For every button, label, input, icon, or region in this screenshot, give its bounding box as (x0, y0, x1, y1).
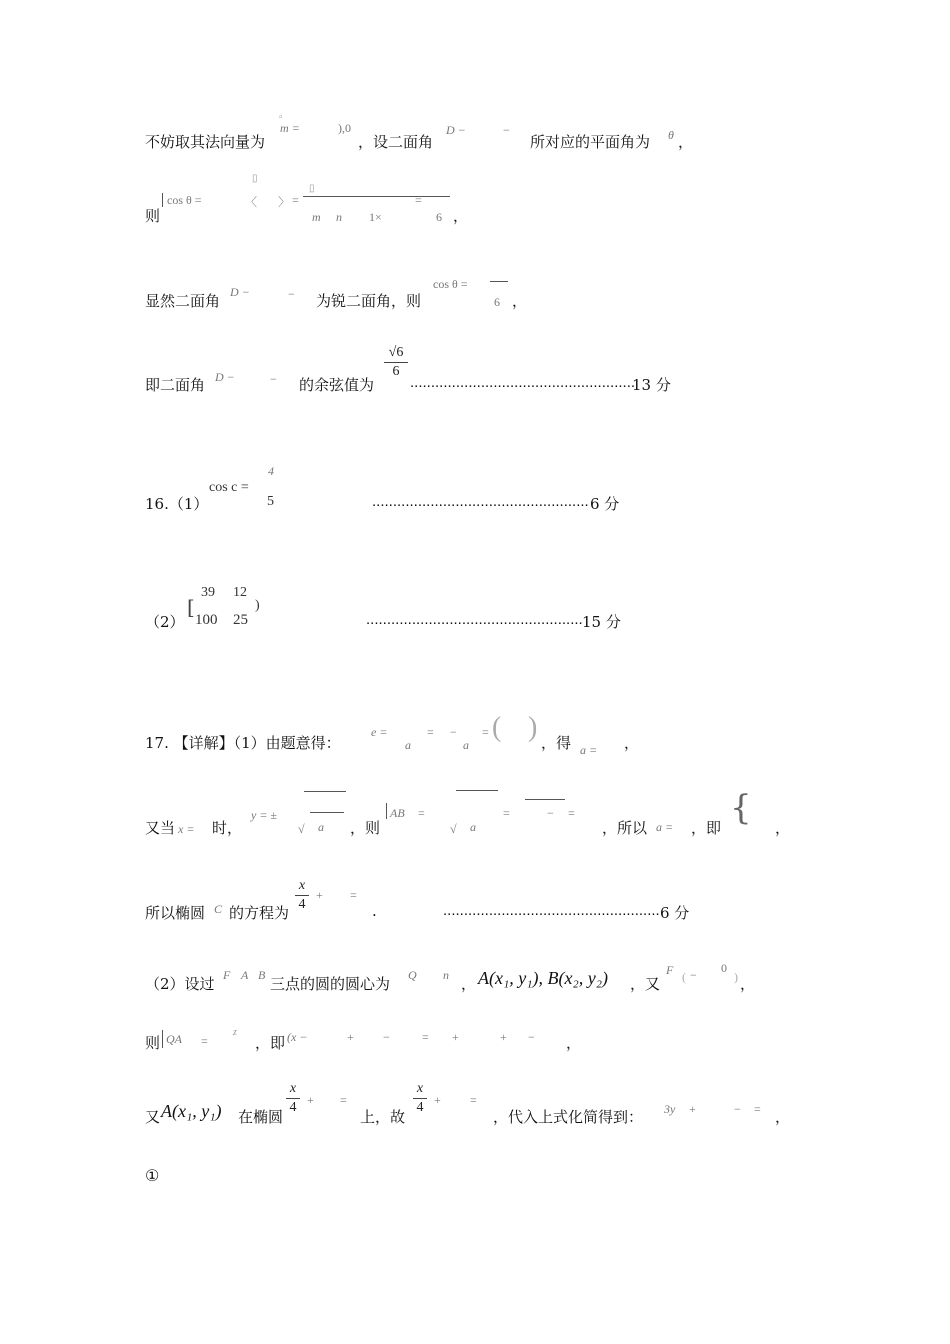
line10-zero: 0 (721, 961, 727, 975)
line12-minus: − (734, 1102, 741, 1116)
q17-eq: = (427, 725, 434, 739)
line1-prefix: 不妨取其法向量为 (145, 133, 266, 151)
line11-eq2: = (422, 1030, 429, 1044)
line11-minus2: − (528, 1030, 535, 1044)
line4-dash: − (270, 372, 277, 386)
q16-cos: cos c = (209, 480, 249, 495)
line2-angle-l: 〈 (245, 195, 258, 209)
line4-D: D − (215, 370, 235, 384)
line11-abs-bar (162, 1030, 163, 1048)
line8-prefix: 又当 (145, 819, 176, 837)
q16-num: 4 (268, 464, 274, 478)
line11-comma: ， (566, 1034, 582, 1052)
line12-plus: + (307, 1093, 314, 1107)
line10-n: n (443, 968, 449, 982)
line3-cos: cos θ = (433, 277, 468, 291)
line9-x: x (298, 878, 306, 893)
equation-marker: ① (145, 1166, 160, 1185)
line8-rad-bar-2 (456, 790, 498, 791)
line1-post: 所对应的平面角为 (530, 133, 651, 151)
line8-when: 时， (212, 819, 243, 837)
q16-2-label: （2） (145, 613, 185, 631)
line10-A: A (241, 968, 249, 982)
line1-dash: − (503, 123, 510, 137)
line8-eq3: = (568, 806, 575, 820)
line8-minus: − (547, 806, 554, 820)
line12-fraction (286, 1081, 300, 1116)
ellipse-C: C (214, 902, 223, 916)
interval-bracket: [ (187, 595, 195, 619)
line10-F: F (223, 968, 231, 982)
line12-frac-bar (286, 1098, 300, 1099)
line9-fraction (295, 878, 309, 913)
line12-comma: ， (775, 1108, 791, 1126)
interval-d1: 100 (195, 612, 218, 628)
line12-sub: ，代入上式化简得到： (493, 1108, 644, 1126)
line10-paren: ( (682, 970, 686, 984)
interval-d2: 25 (233, 612, 248, 628)
line9-frac-bar (295, 895, 309, 896)
line12-eq: = (340, 1093, 347, 1107)
line12-four2: 4 (416, 1100, 424, 1115)
line4-frac-bar (384, 362, 408, 363)
q16-score: 6 分 (590, 495, 620, 513)
line12-mid: 在椭圆 (238, 1108, 284, 1126)
line11-expr1: (x − (287, 1030, 308, 1044)
line10-B: B (258, 968, 266, 982)
interval-close: ) (255, 598, 260, 613)
line8-a: a (318, 820, 324, 834)
line12-x2: x (416, 1081, 424, 1096)
line8-ie: ，即 (691, 819, 722, 837)
line2-eq2: = (415, 193, 422, 207)
line2-vec-mark: ▯ (252, 173, 258, 184)
line1-D: D − (446, 123, 466, 137)
line12-eq3: = (754, 1102, 761, 1116)
line12-plus2: + (434, 1093, 441, 1107)
line12-fraction-2 (413, 1081, 427, 1116)
line9-period: . (372, 902, 377, 920)
q16-2-score: 15 分 (582, 613, 621, 631)
line12-eq2: = (470, 1093, 477, 1107)
line11-minus: − (383, 1030, 390, 1044)
line8-x-eq: x = (178, 822, 195, 836)
line9-plus: + (316, 888, 323, 902)
line9-eq: = (350, 888, 357, 902)
line11-plus3: + (500, 1030, 507, 1044)
line3-six: 6 (494, 295, 500, 309)
line1-theta: θ (668, 128, 674, 142)
line8-eq: = (418, 806, 425, 820)
line2-m: m (312, 210, 321, 224)
line3-prefix: 显然二面角 (145, 292, 221, 310)
line4-mid: 的余弦值为 (299, 376, 375, 394)
line8-y-eq: y = ± (251, 808, 278, 822)
line12-3y: 3y (664, 1102, 676, 1116)
line3-dash: − (288, 287, 295, 301)
line3-D: D − (230, 285, 250, 299)
line4-score: 13 分 (632, 376, 671, 394)
line10-Q: Q (408, 968, 417, 982)
interval-n2: 12 (233, 585, 247, 600)
line8-AB: AB (390, 806, 405, 820)
line2-six: 6 (436, 210, 442, 224)
line2-n: n (336, 210, 342, 224)
line9-dots: .................................................... (443, 902, 660, 919)
line10-F2: F (666, 963, 674, 977)
q16-label: 16.（1） (145, 495, 209, 513)
line12-x: x (289, 1081, 297, 1096)
line2-angle-r: 〉 (278, 195, 291, 209)
vector-mark: ▫ (279, 112, 283, 123)
line9-score: 6 分 (660, 904, 690, 922)
line1-mid: ，设二面角 (358, 133, 434, 151)
q16-den: 5 (267, 494, 274, 509)
line2-frac-bar-2 (432, 196, 450, 197)
line4-prefix: 即二面角 (145, 376, 206, 394)
line10-paren2: ) (734, 970, 738, 984)
q17-mid: ，得 (541, 734, 572, 752)
line12-on: 上，故 (360, 1108, 406, 1126)
q17-paren-l: ( (492, 712, 502, 743)
q17-e: e = (371, 725, 388, 739)
text-line-1 (145, 131, 265, 152)
line11-eq: = (201, 1034, 208, 1048)
line2-one: 1× (369, 210, 382, 224)
line2-comma: ， (453, 207, 469, 225)
line8-rad-bar (304, 791, 346, 792)
line11-z: z (233, 1027, 237, 1038)
q17-label: 17. 【详解】（1）由题意得： (145, 734, 341, 752)
line8-rad-sign: √ (298, 822, 305, 836)
line10-comma1: ， (461, 975, 477, 993)
line8-comma: ， (775, 819, 791, 837)
line10-comma2: ， (740, 975, 756, 993)
line11-plus2: + (452, 1030, 459, 1044)
line12-plus3: + (689, 1102, 696, 1116)
line11-plus: + (347, 1030, 354, 1044)
line8-so: ，所以 (602, 819, 648, 837)
line10-prefix: （2）设过 (145, 975, 215, 993)
line10-you: ，又 (630, 975, 661, 993)
line2-frac-bar (303, 196, 433, 197)
q16-dots: .................................................... (372, 493, 589, 510)
line3-mid: 为锐二面角，则 (316, 292, 422, 310)
line2-vec-mark-2: ▯ (309, 183, 315, 194)
q17-a2: a (463, 738, 469, 752)
abs-bar (162, 193, 163, 207)
q17-comma: ， (624, 734, 640, 752)
line8-abs-bar (386, 803, 387, 819)
line4-dots: ...................................................... (410, 374, 636, 391)
line4-fraction (384, 345, 408, 380)
line8-frac-bar-2 (525, 799, 565, 800)
line12-prefix: 又 (145, 1108, 161, 1126)
q17-minus: − (450, 725, 457, 739)
line11-ie: ，即 (255, 1034, 286, 1052)
line3-comma: ， (512, 292, 528, 310)
line4-frac-num: √6 (388, 345, 404, 360)
line8-brace: { (730, 788, 752, 828)
line12-Axy: A(x₁, y₁) (161, 1101, 222, 1121)
line8-a2: a (470, 820, 476, 834)
line9-four: 4 (298, 897, 306, 912)
line11-QA: QA (166, 1032, 182, 1046)
line2-eq: = (292, 193, 299, 207)
q16-2-dots: .................................................... (366, 611, 583, 628)
normal-m-eq: m = (280, 121, 300, 135)
line12-frac-bar-2 (413, 1098, 427, 1099)
line1-comma: ， (678, 133, 694, 151)
q17-a-eq: a = (580, 743, 598, 757)
line2-cos: cos θ = (167, 193, 202, 207)
line4-frac-den: 6 (392, 364, 400, 379)
normal-m-val: ),0 (338, 121, 351, 135)
line8-mid: ，则 (350, 819, 381, 837)
q17-paren-r: ) (528, 712, 538, 743)
line11-prefix: 则 (145, 1034, 161, 1052)
line10-coords: A(x₁, y₁), B(x₂, y₂) (478, 968, 608, 988)
interval-n1: 39 (201, 585, 215, 600)
line9-post: 的方程为 (229, 904, 290, 922)
q17-a1: a (405, 738, 411, 752)
line8-a-eq: a = (656, 820, 674, 834)
line9-prefix: 所以椭圆 (145, 904, 206, 922)
line8-frac-bar (310, 812, 344, 813)
line8-rad-sign-2: √ (450, 822, 457, 836)
line10-mid: 三点的圆的圆心为 (270, 975, 391, 993)
q17-eq2: = (482, 725, 489, 739)
line8-eq2: = (503, 806, 510, 820)
line3-frac-bar (490, 281, 508, 282)
line2-prefix: 则 (145, 207, 161, 225)
line12-four: 4 (289, 1100, 297, 1115)
line10-minus: − (690, 968, 697, 982)
